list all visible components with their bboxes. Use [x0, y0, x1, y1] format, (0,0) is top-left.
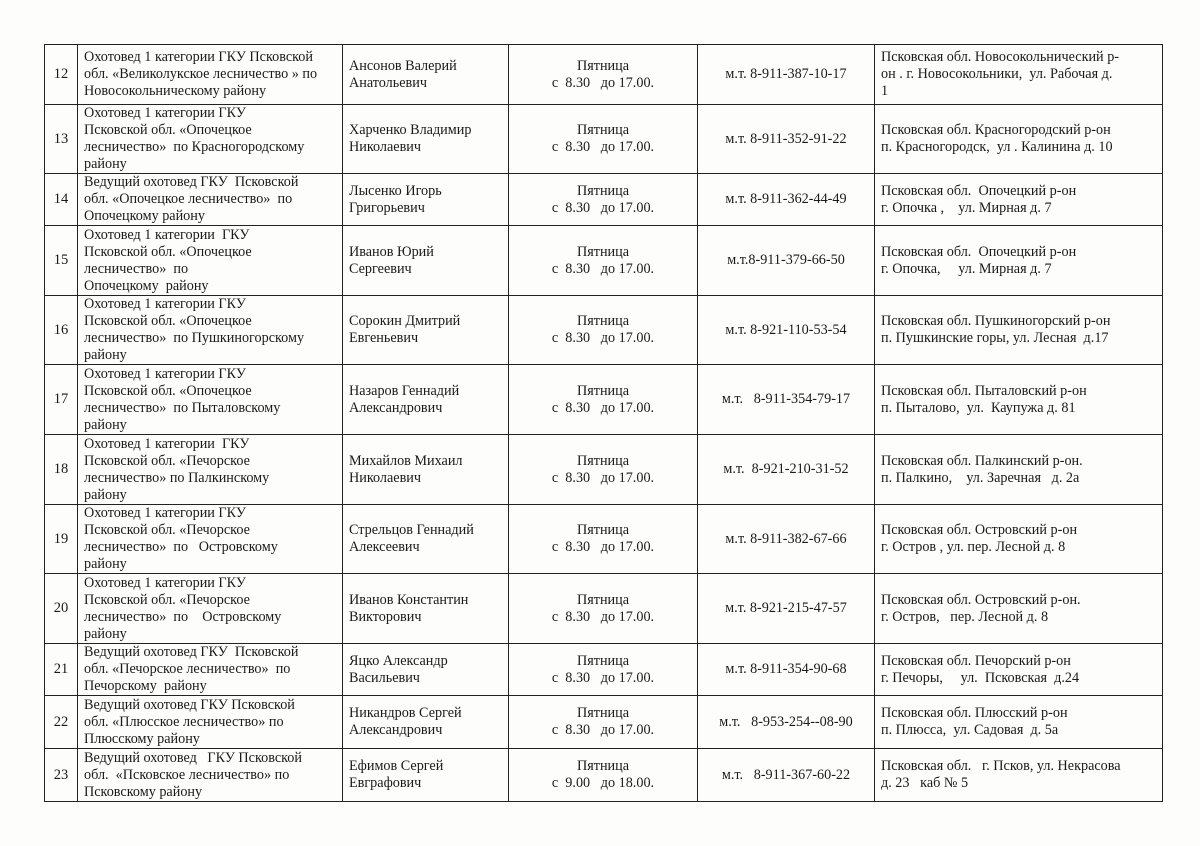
row-number: 18 — [45, 435, 78, 505]
address-line: Псковская обл. Новосокольнический р- — [881, 49, 1120, 65]
position-line: лесничество» по Островскому — [84, 539, 278, 555]
phone-cell — [698, 365, 875, 435]
address-line: п. Пыталово, ул. Каупужа д. 81 — [881, 399, 1076, 416]
schedule-time: с 8.30 до 17.00. — [551, 260, 655, 277]
table-body — [45, 45, 1163, 802]
address-line: Псковская обл. г. Псков, ул. Некрасова — [881, 758, 1121, 774]
position-line: Ведущий охотовед ГКУ Псковской — [84, 174, 299, 190]
address-line: г. Опочка, ул. Мирная д. 7 — [881, 260, 1052, 277]
position-cell — [78, 435, 343, 505]
address-cell — [875, 226, 1163, 296]
table-row — [45, 226, 1163, 296]
name-line: Васильевич — [349, 669, 420, 686]
position-line: Псковскому району — [84, 783, 203, 800]
address-line: Псковская обл. Палкинский р-он. — [881, 452, 1083, 469]
schedule-time: с 8.30 до 17.00. — [551, 669, 655, 686]
position-line: Охотовед 1 категории ГКУ — [84, 296, 246, 312]
position-cell — [78, 696, 343, 749]
address-line: г. Остров , ул. пер. Лесной д. 8 — [881, 539, 1066, 555]
position-line: обл. «Опочецкое лесничество» по — [84, 191, 293, 207]
schedule-time: с 8.30 до 17.00. — [551, 608, 655, 625]
address-line: Псковская обл. Красногородский р-он — [881, 122, 1111, 138]
address-line: г. Печоры, ул. Псковская д.24 — [881, 669, 1080, 686]
phone-number: м.т. 8-911-354-90-68 — [725, 661, 847, 677]
position-cell — [78, 644, 343, 696]
position-line: Опочецкому району — [84, 277, 209, 294]
address-cell — [875, 174, 1163, 226]
address-line: Псковская обл. Опочецкий р-он — [881, 243, 1077, 260]
name-line: Ефимов Сергей — [349, 758, 444, 774]
position-line: району — [84, 156, 127, 172]
position-line: лесничество» по Палкинскому — [84, 469, 270, 486]
position-cell — [78, 365, 343, 435]
name-line: Харченко Владимир — [349, 122, 472, 138]
position-line: лесничество» по Красногородскому — [84, 139, 305, 155]
row-number: 23 — [45, 749, 78, 802]
address-cell — [875, 574, 1163, 644]
name-line: Анатольевич — [349, 74, 427, 91]
schedule-time: с 9.00 до 18.00. — [551, 775, 655, 791]
name-cell — [343, 505, 509, 574]
position-line: обл. «Плюсское лесничество» по — [84, 713, 284, 730]
position-cell — [78, 174, 343, 226]
schedule-day: Пятница — [576, 591, 630, 608]
table-row — [45, 45, 1163, 105]
schedule-day: Пятница — [576, 243, 630, 260]
name-line: Сергеевич — [349, 260, 412, 277]
phone-cell — [698, 749, 875, 802]
address-line: 1 — [881, 83, 889, 99]
name-line: Александрович — [349, 399, 443, 416]
name-cell — [343, 574, 509, 644]
position-line: обл. «Печорское лесничество» по — [84, 661, 291, 677]
position-line: Охотовед 1 категории ГКУ Псковской — [84, 49, 313, 65]
address-line: п. Плюсса, ул. Садовая д. 5а — [881, 722, 1059, 738]
position-line: лесничество» по Островскому — [84, 608, 282, 625]
name-cell — [343, 365, 509, 435]
table-row — [45, 644, 1163, 696]
address-line: Псковская обл. Пыталовский р-он — [881, 382, 1087, 399]
phone-cell — [698, 174, 875, 226]
position-line: Псковской обл. «Печорское — [84, 591, 250, 608]
position-line: району — [84, 556, 127, 572]
position-cell — [78, 105, 343, 174]
address-line: п. Красногородск, ул . Калинина д. 10 — [881, 139, 1113, 155]
schedule-time: с 8.30 до 17.00. — [551, 722, 655, 738]
name-cell — [343, 174, 509, 226]
address-line: Псковская обл. Островский р-он. — [881, 591, 1081, 608]
position-line: Псковской обл. «Опочецкое — [84, 313, 252, 329]
phone-number: м.т. 8-911-382-67-66 — [725, 530, 847, 547]
schedule-time: с 8.30 до 17.00. — [551, 74, 655, 91]
phone-cell — [698, 435, 875, 505]
name-line: Николаевич — [349, 139, 422, 155]
phone-number: м.т. 8-911-362-44-49 — [725, 191, 847, 207]
name-cell — [343, 105, 509, 174]
phone-cell — [698, 696, 875, 749]
address-line: Псковская обл. Пушкиногорский р-он — [881, 313, 1111, 329]
schedule-time: с 8.30 до 17.00. — [551, 399, 655, 416]
position-line: Охотовед 1 категории ГКУ — [84, 505, 246, 521]
position-cell — [78, 45, 343, 105]
name-line: Михайлов Михаил — [349, 452, 463, 469]
name-line: Евгеньевич — [349, 330, 419, 346]
table-row — [45, 505, 1163, 574]
table-row — [45, 105, 1163, 174]
address-line: г. Опочка , ул. Мирная д. 7 — [881, 199, 1052, 216]
position-line: Опочецкому району — [84, 208, 205, 224]
address-line: д. 23 каб № 5 — [881, 775, 969, 791]
address-cell — [875, 505, 1163, 574]
phone-number: м.т. 8-911-367-60-22 — [721, 766, 851, 783]
name-line: Григорьевич — [349, 199, 425, 216]
position-line: Ведущий охотовед ГКУ Псковской — [84, 644, 299, 660]
position-line: Охотовед 1 категории ГКУ — [84, 365, 246, 382]
name-cell — [343, 749, 509, 802]
schedule-day: Пятница — [576, 705, 630, 721]
row-number: 21 — [45, 644, 78, 696]
position-cell — [78, 226, 343, 296]
name-line: Николаевич — [349, 469, 422, 486]
schedule-cell — [509, 174, 698, 226]
address-cell — [875, 45, 1163, 105]
schedule-cell — [509, 696, 698, 749]
schedule-cell — [509, 749, 698, 802]
position-cell — [78, 749, 343, 802]
row-number: 22 — [45, 696, 78, 749]
schedule-time: с 8.30 до 17.00. — [551, 539, 655, 555]
name-line: Ансонов Валерий — [349, 57, 457, 74]
address-line: г. Остров, пер. Лесной д. 8 — [881, 608, 1049, 625]
row-number: 12 — [45, 45, 78, 105]
position-line: лесничество» по Пушкиногорскому — [84, 330, 305, 346]
name-line: Евграфович — [349, 775, 422, 791]
schedule-day: Пятница — [576, 382, 630, 399]
schedule-time: с 8.30 до 17.00. — [551, 469, 655, 486]
schedule-cell — [509, 505, 698, 574]
position-line: Плюсскому району — [84, 730, 200, 747]
table-row — [45, 435, 1163, 505]
position-line: Охотовед 1 категории ГКУ — [84, 105, 246, 121]
name-line: Никандров Сергей — [349, 705, 462, 721]
position-line: лесничество» по Пыталовскому — [84, 399, 281, 416]
table-row — [45, 174, 1163, 226]
phone-number: м.т. 8-911-387-10-17 — [725, 66, 847, 82]
position-line: Охотовед 1 категории ГКУ — [84, 226, 250, 243]
position-line: Псковской обл. «Опочецкое — [84, 122, 252, 138]
address-line: Псковская обл. Печорский р-он — [881, 652, 1071, 669]
phone-cell — [698, 226, 875, 296]
phone-cell — [698, 105, 875, 174]
phone-cell — [698, 644, 875, 696]
position-cell — [78, 296, 343, 365]
position-line: Печорскому району — [84, 678, 207, 694]
name-line: Александрович — [349, 722, 443, 738]
name-cell — [343, 296, 509, 365]
schedule-cell — [509, 574, 698, 644]
name-cell — [343, 226, 509, 296]
name-line: Алексеевич — [349, 539, 420, 555]
row-number: 16 — [45, 296, 78, 365]
table-row — [45, 696, 1163, 749]
phone-number: м.т. 8-911-354-79-17 — [721, 391, 851, 407]
phone-number: м.т. 8-921-215-47-57 — [725, 600, 847, 616]
schedule-cell — [509, 226, 698, 296]
name-line: Яцко Александр — [349, 652, 448, 669]
name-line: Иванов Юрий — [349, 243, 434, 260]
position-line: обл. «Великолукское лесничество » по — [84, 66, 318, 82]
position-line: району — [84, 625, 127, 642]
schedule-day: Пятница — [576, 57, 630, 74]
schedule-time: с 8.30 до 17.00. — [551, 139, 655, 155]
position-line: Псковской обл. «Опочецкое — [84, 382, 252, 399]
phone-number: м.т. 8-921-210-31-52 — [723, 461, 849, 477]
position-line: району — [84, 486, 127, 503]
address-cell — [875, 105, 1163, 174]
position-line: обл. «Псковское лесничество» по — [84, 766, 290, 783]
phone-cell — [698, 505, 875, 574]
name-line: Сорокин Дмитрий — [349, 313, 461, 329]
address-cell — [875, 296, 1163, 365]
address-line: он . г. Новосокольники, ул. Рабочая д. — [881, 66, 1113, 82]
name-line: Викторович — [349, 608, 422, 625]
position-cell — [78, 574, 343, 644]
address-cell — [875, 365, 1163, 435]
row-number: 19 — [45, 505, 78, 574]
hunters-contacts-table — [44, 44, 1163, 802]
schedule-cell — [509, 105, 698, 174]
position-line: Ведущий охотовед ГКУ Псковской — [84, 696, 295, 713]
schedule-day: Пятница — [576, 313, 630, 329]
phone-number: м.т. 8-921-110-53-54 — [725, 321, 847, 338]
schedule-cell — [509, 296, 698, 365]
table-row — [45, 749, 1163, 802]
row-number: 15 — [45, 226, 78, 296]
name-cell — [343, 435, 509, 505]
table-row — [45, 365, 1163, 435]
phone-cell — [698, 296, 875, 365]
schedule-cell — [509, 435, 698, 505]
address-cell — [875, 435, 1163, 505]
address-line: п. Палкино, ул. Заречная д. 2а — [881, 469, 1080, 486]
position-line: Охотовед 1 категории ГКУ — [84, 435, 250, 452]
position-line: Псковской обл. «Опочецкое — [84, 243, 252, 260]
name-cell — [343, 644, 509, 696]
position-line: Ведущий охотовед ГКУ Псковской — [84, 749, 302, 766]
schedule-day: Пятница — [576, 452, 630, 469]
address-line: п. Пушкинские горы, ул. Лесная д.17 — [881, 330, 1109, 346]
row-number: 13 — [45, 105, 78, 174]
address-line: Псковская обл. Островский р-он — [881, 522, 1078, 538]
schedule-day: Пятница — [576, 182, 630, 199]
schedule-cell — [509, 365, 698, 435]
address-cell — [875, 696, 1163, 749]
address-line: Псковская обл. Опочецкий р-он — [881, 182, 1077, 199]
position-line: Охотовед 1 категории ГКУ — [84, 574, 246, 591]
row-number: 20 — [45, 574, 78, 644]
name-line: Иванов Константин — [349, 591, 469, 608]
position-line: району — [84, 347, 127, 363]
schedule-time: с 8.30 до 17.00. — [551, 199, 655, 216]
schedule-day: Пятница — [576, 522, 630, 538]
position-line: Псковской обл. «Печорское — [84, 522, 250, 538]
position-cell — [78, 505, 343, 574]
phone-number: м.т. 8-911-352-91-22 — [725, 130, 847, 147]
phone-number: м.т.8-911-379-66-50 — [727, 252, 845, 268]
schedule-cell — [509, 45, 698, 105]
schedule-time: с 8.30 до 17.00. — [551, 330, 655, 346]
schedule-day: Пятница — [576, 758, 630, 774]
table-row — [45, 296, 1163, 365]
phone-cell — [698, 45, 875, 105]
row-number: 14 — [45, 174, 78, 226]
schedule-day: Пятница — [576, 652, 630, 669]
position-line: Новосокольническому району — [84, 83, 267, 99]
schedule-cell — [509, 644, 698, 696]
position-line: району — [84, 416, 127, 433]
schedule-day: Пятница — [576, 122, 630, 138]
name-line: Стрельцов Геннадий — [349, 522, 474, 538]
phone-cell — [698, 574, 875, 644]
phone-number: м.т. 8-953-254--08-90 — [719, 713, 853, 730]
address-line: Псковская обл. Плюсский р-он — [881, 705, 1068, 721]
name-cell — [343, 45, 509, 105]
position-line: лесничество» по — [84, 260, 189, 277]
address-cell — [875, 644, 1163, 696]
address-cell — [875, 749, 1163, 802]
table-row — [45, 574, 1163, 644]
name-cell — [343, 696, 509, 749]
name-line: Лысенко Игорь — [349, 182, 442, 199]
row-number: 17 — [45, 365, 78, 435]
position-line: Псковской обл. «Печорское — [84, 452, 250, 469]
name-line: Назаров Геннадий — [349, 382, 460, 399]
